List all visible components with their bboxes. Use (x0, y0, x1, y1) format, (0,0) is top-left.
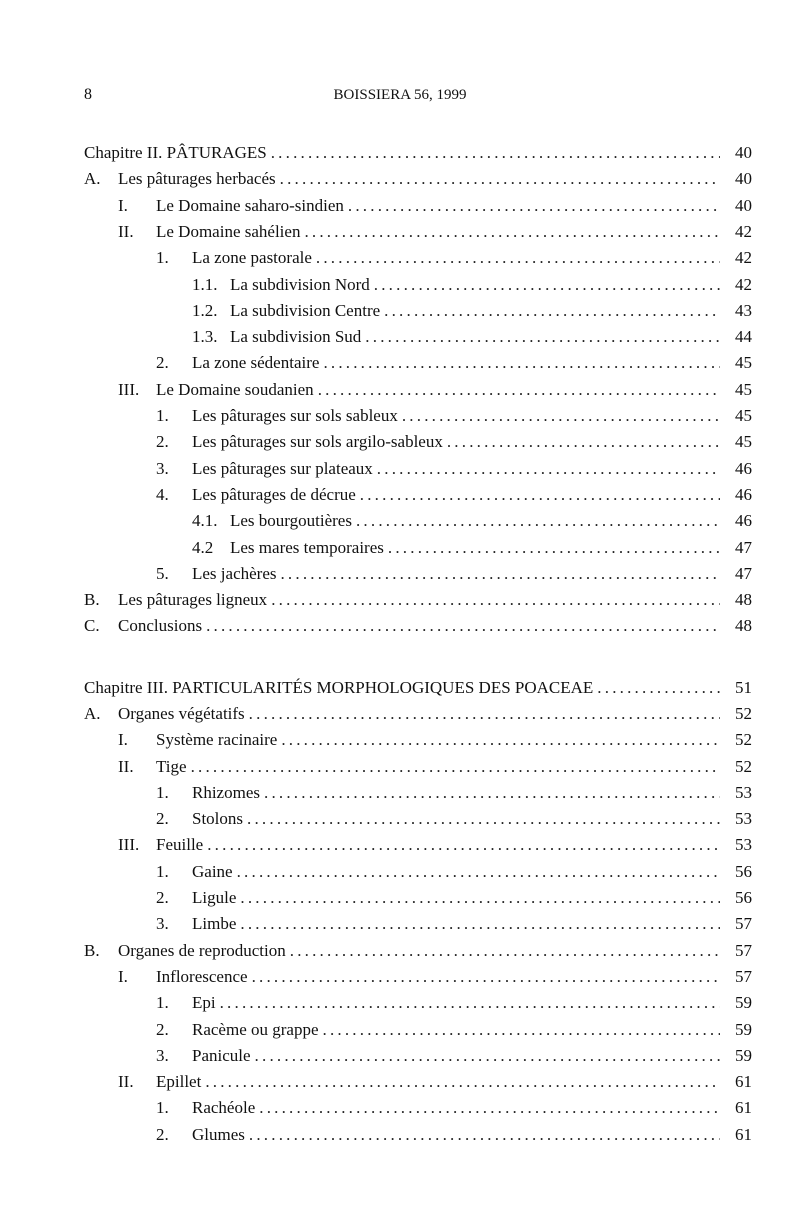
toc-entry-label: Epi (192, 993, 216, 1012)
toc-entry (0, 835, 800, 859)
dot-leader (377, 459, 720, 479)
toc-entry-label: Racème ou grappe (192, 1020, 319, 1039)
toc-entry (0, 1125, 800, 1149)
toc-entry-label: Rachéole (192, 1098, 256, 1117)
toc-entry-label: Les pâturages ligneux (118, 590, 268, 609)
toc-entry (0, 459, 800, 483)
dot-leader (304, 222, 720, 242)
toc-entry-page: 40 (735, 169, 752, 188)
toc-entry-label: Les pâturages herbacés (118, 169, 276, 188)
dot-leader (206, 616, 720, 636)
toc-entry-page: 53 (735, 835, 752, 854)
toc-entry-label: Panicule (192, 1046, 251, 1065)
toc-entry-page: 43 (735, 301, 752, 320)
toc-entry-page: 59 (735, 993, 752, 1012)
dot-leader (271, 143, 720, 163)
dot-leader (280, 169, 720, 189)
dot-leader (447, 432, 720, 452)
toc-entry (0, 993, 800, 1017)
dot-leader (240, 914, 720, 934)
toc-entry-page: 59 (735, 1020, 752, 1039)
toc-entry (0, 564, 800, 588)
dot-leader (247, 809, 720, 829)
dot-leader (252, 967, 720, 987)
toc-entry (0, 888, 800, 912)
toc-entry-page: 51 (735, 678, 752, 697)
dot-leader (374, 275, 720, 295)
toc-entry-number: I. (118, 196, 128, 215)
toc-entry-number: 1. (156, 993, 169, 1012)
toc-entry-label: Epillet (156, 1072, 202, 1091)
toc-entry (0, 730, 800, 754)
toc-entry (0, 380, 800, 404)
toc-entry-page: 42 (735, 275, 752, 294)
toc-entry-label: Le Domaine soudanien (156, 380, 314, 399)
toc-entry-number: 1. (156, 406, 169, 425)
toc-entry-page: 40 (735, 196, 752, 215)
toc-entry (0, 406, 800, 430)
toc-entry-page: 46 (735, 485, 752, 504)
toc-entry-label: Organes de reproduction (118, 941, 286, 960)
toc-entry-label: Le Domaine sahélien (156, 222, 301, 241)
toc-entry-label: La subdivision Sud (230, 327, 362, 346)
toc-entry (0, 590, 800, 614)
toc-entry-label: Les pâturages sur sols sableux (192, 406, 398, 425)
dot-leader (388, 538, 720, 558)
toc-entry-page: 56 (735, 862, 752, 881)
toc-entry-number: 3. (156, 1046, 169, 1065)
toc-entry-label: Ligule (192, 888, 237, 907)
toc-entry (0, 143, 800, 167)
running-header-title: BOISSIERA 56, 1999 (333, 87, 467, 103)
toc-entry-label: Les bourgoutières (230, 511, 352, 530)
toc-entry-number: II. (118, 757, 134, 776)
toc-entry-number: 4.1. (192, 511, 218, 530)
dot-leader (402, 406, 720, 426)
toc-entry (0, 809, 800, 833)
toc-entry (0, 616, 800, 640)
toc-entry-number: III. (118, 380, 140, 399)
toc-entry (0, 222, 800, 246)
toc-entry (0, 783, 800, 807)
toc-entry-number: 2. (156, 888, 169, 907)
toc-entry-page: 45 (735, 406, 752, 425)
toc-entry-number: 1. (156, 1098, 169, 1117)
dot-leader (290, 941, 720, 961)
toc-entry-label: La zone pastorale (192, 248, 312, 267)
toc-entry-page: 40 (735, 143, 752, 162)
dot-leader (597, 678, 720, 698)
toc-entry-label: Chapitre II. PÂTURAGES (84, 143, 267, 162)
toc-entry-label: Tige (156, 757, 187, 776)
toc-entry-label: Les jachères (192, 564, 277, 583)
toc-entry-label: Les pâturages de décrue (192, 485, 356, 504)
toc-entry-page: 42 (735, 222, 752, 241)
toc-entry (0, 967, 800, 991)
toc-entry-label: La subdivision Nord (230, 275, 370, 294)
toc-entry-page: 47 (735, 564, 752, 583)
toc-entry (0, 704, 800, 728)
toc-entry-page: 48 (735, 616, 752, 635)
toc-entry-label: La subdivision Centre (230, 301, 381, 320)
toc-entry-number: 2. (156, 1125, 169, 1144)
dot-leader (259, 1098, 720, 1118)
toc-entry-number: C. (84, 616, 100, 635)
toc-entry-number: 2. (156, 809, 169, 828)
toc-entry (0, 1020, 800, 1044)
toc-entry-number: B. (84, 941, 100, 960)
toc-entry (0, 678, 800, 702)
toc-entry-page: 48 (735, 590, 752, 609)
dot-leader (255, 1046, 720, 1066)
toc-entry (0, 1046, 800, 1070)
toc-entry-label: Glumes (192, 1125, 245, 1144)
toc-entry-page: 45 (735, 380, 752, 399)
dot-leader (365, 327, 720, 347)
toc-entry-number: 2. (156, 353, 169, 372)
toc-entry-number: 4. (156, 485, 169, 504)
dot-leader (264, 783, 720, 803)
toc-entry-label: Rhizomes (192, 783, 260, 802)
toc-entry-page: 57 (735, 941, 752, 960)
toc-entry-label: Inflorescence (156, 967, 248, 986)
toc-entry-number: 2. (156, 1020, 169, 1039)
toc-entry-number: 5. (156, 564, 169, 583)
toc-entry-page: 53 (735, 809, 752, 828)
toc-entry-page: 45 (735, 432, 752, 451)
toc-entry-number: I. (118, 730, 128, 749)
dot-leader (205, 1072, 720, 1092)
toc-entry-label: Les pâturages sur plateaux (192, 459, 373, 478)
toc-entry-number: III. (118, 835, 140, 854)
toc-entry-number: 1.1. (192, 275, 218, 294)
toc-entry-label: Les pâturages sur sols argilo-sableux (192, 432, 443, 451)
toc-entry-page: 61 (735, 1098, 752, 1117)
toc-entry-page: 46 (735, 459, 752, 478)
toc-entry (0, 862, 800, 886)
toc-entry-number: 1. (156, 783, 169, 802)
toc-entry (0, 511, 800, 535)
toc-entry-number: 1.3. (192, 327, 218, 346)
toc-entry (0, 196, 800, 220)
toc-entry-page: 57 (735, 967, 752, 986)
toc-entry-page: 52 (735, 704, 752, 723)
dot-leader (207, 835, 720, 855)
toc-entry (0, 485, 800, 509)
toc-entry-label: Le Domaine saharo-sindien (156, 196, 344, 215)
toc-entry (0, 1072, 800, 1096)
toc-entry-number: 1.2. (192, 301, 218, 320)
dot-leader (323, 1020, 721, 1040)
toc-entry-page: 59 (735, 1046, 752, 1065)
toc-entry-label: Limbe (192, 914, 237, 933)
toc-entry-label: Les mares temporaires (230, 538, 384, 557)
toc-entry-number: 1. (156, 862, 169, 881)
toc-entry-number: 1. (156, 248, 169, 267)
toc-entry-label: Chapitre III. PARTICULARITÉS MORPHOLOGIQUES DES POACEAE (84, 678, 594, 697)
toc-entry-page: 61 (735, 1072, 752, 1091)
dot-leader (384, 301, 720, 321)
toc-entry-page: 57 (735, 914, 752, 933)
toc-entry (0, 248, 800, 272)
dot-leader (316, 248, 720, 268)
toc-entry-page: 42 (735, 248, 752, 267)
dot-leader (191, 757, 720, 777)
toc-entry (0, 353, 800, 377)
dot-leader (348, 196, 720, 216)
toc-entry-label: Système racinaire (156, 730, 278, 749)
toc-entry-label: Organes végétatifs (118, 704, 245, 723)
dot-leader (281, 730, 720, 750)
toc-entry-label: Stolons (192, 809, 244, 828)
page-number: 8 (84, 86, 92, 103)
toc-entry-page: 52 (735, 757, 752, 776)
toc-entry (0, 914, 800, 938)
toc-entry (0, 432, 800, 456)
toc-entry (0, 327, 800, 351)
toc-entry-number: A. (84, 704, 101, 723)
toc-entry-number: A. (84, 169, 101, 188)
toc-entry-number: 4.2 (192, 538, 214, 557)
toc-entry (0, 169, 800, 193)
toc-entry-page: 53 (735, 783, 752, 802)
dot-leader (280, 564, 720, 584)
toc-entry-page: 45 (735, 353, 752, 372)
toc-entry-label: Conclusions (118, 616, 203, 635)
dot-leader (220, 993, 720, 1013)
toc-entry-number: I. (118, 967, 128, 986)
toc-entry-page: 61 (735, 1125, 752, 1144)
toc-entry (0, 1098, 800, 1122)
dot-leader (249, 1125, 720, 1145)
toc-entry-label: La zone sédentaire (192, 353, 320, 372)
toc-entry-label: Gaine (192, 862, 233, 881)
dot-leader (360, 485, 720, 505)
toc-entry-page: 47 (735, 538, 752, 557)
dot-leader (249, 704, 720, 724)
toc-entry (0, 301, 800, 325)
dot-leader (356, 511, 720, 531)
toc-entry-page: 46 (735, 511, 752, 530)
toc-entry-label: Feuille (156, 835, 204, 854)
dot-leader (237, 862, 720, 882)
toc-entry-number: 3. (156, 914, 169, 933)
toc-entry (0, 757, 800, 781)
dot-leader (271, 590, 720, 610)
toc-entry-number: B. (84, 590, 100, 609)
toc-entry (0, 941, 800, 965)
toc-entry (0, 275, 800, 299)
toc-entry-number: 2. (156, 432, 169, 451)
dot-leader (323, 353, 720, 373)
dot-leader (240, 888, 720, 908)
toc-entry-page: 56 (735, 888, 752, 907)
toc-entry (0, 538, 800, 562)
toc-entry-number: 3. (156, 459, 169, 478)
toc-entry-number: II. (118, 1072, 134, 1091)
toc-entry-page: 44 (735, 327, 752, 346)
toc-entry-number: II. (118, 222, 134, 241)
toc-entry-page: 52 (735, 730, 752, 749)
dot-leader (318, 380, 720, 400)
